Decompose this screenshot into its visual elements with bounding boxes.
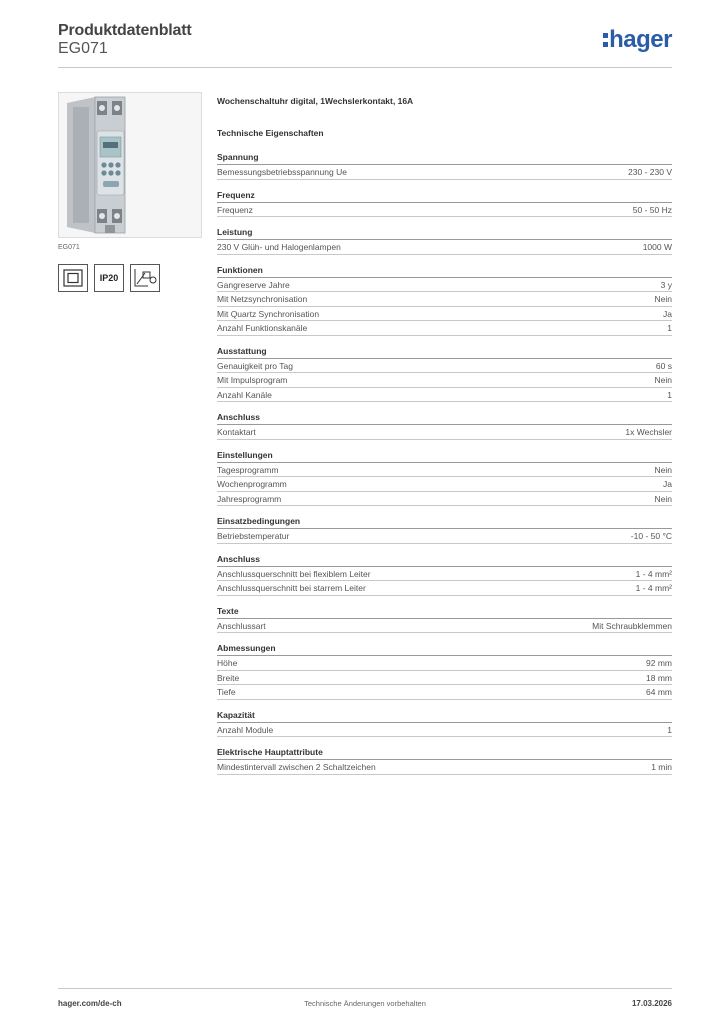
property-row [217, 567, 672, 582]
property-label: 230 V Glüh- und Halogenlampen [217, 242, 341, 252]
group-title: Ausstattung [217, 346, 672, 359]
property-value: Nein [654, 493, 672, 504]
property-value: 1 - 4 mm² [635, 568, 672, 579]
property-value: 1x Wechsler [625, 427, 672, 437]
property-row [217, 492, 672, 507]
property-label: Breite [217, 672, 240, 683]
hager-logo [603, 26, 672, 54]
property-label: Gangreserve Jahre [217, 279, 290, 290]
group-title: Frequenz [217, 190, 672, 203]
property-label: Anschlussquerschnitt bei flexiblem Leiter [217, 568, 371, 579]
image-caption: EG071 [58, 244, 80, 251]
property-row [217, 307, 672, 322]
property-group [217, 227, 672, 255]
property-value: 1000 W [642, 242, 672, 252]
property-label: Betriebstemperatur [217, 531, 290, 541]
property-row [217, 581, 672, 596]
property-label: Höhe [217, 658, 238, 668]
property-group [217, 346, 672, 403]
group-title: Einstellungen [217, 450, 672, 463]
property-label: Mit Quartz Synchronisation [217, 308, 320, 319]
property-row [217, 321, 672, 336]
property-row [217, 723, 672, 738]
property-value: Nein [654, 375, 672, 385]
property-label: Mit Netzsynchronisation [217, 294, 308, 304]
property-value: 3 y [660, 279, 672, 290]
property-label: Tiefe [217, 687, 236, 697]
logo-colon-icon [603, 32, 608, 48]
property-label: Tagesprogramm [217, 464, 279, 475]
property-value: 18 mm [646, 672, 672, 683]
time-switch-device-image [59, 93, 201, 237]
group-title: Leistung [217, 227, 672, 240]
property-group [217, 643, 672, 700]
property-row [217, 477, 672, 492]
property-row [217, 292, 672, 307]
property-value: Nein [654, 294, 672, 304]
rail-mount-icon [130, 264, 160, 292]
property-group [217, 450, 672, 507]
property-label: Frequenz [217, 204, 253, 215]
property-value: 1 - 4 mm² [635, 583, 672, 593]
property-group [217, 265, 672, 336]
footer-website: hager.com/de-ch [58, 999, 122, 1008]
property-row [217, 656, 672, 671]
property-groups [217, 152, 672, 775]
document-title: Produktdatenblatt [58, 22, 192, 39]
property-value: 60 s [655, 360, 672, 371]
property-group [217, 710, 672, 738]
property-group [217, 412, 672, 440]
property-row [217, 388, 672, 403]
property-row [217, 671, 672, 686]
property-value: 1 [667, 389, 672, 400]
property-group [217, 554, 672, 596]
product-image [58, 92, 202, 238]
property-row [217, 463, 672, 478]
property-value: 1 [667, 323, 672, 333]
property-row [217, 373, 672, 388]
ip20-icon [94, 264, 124, 292]
group-title: Anschluss [217, 554, 672, 567]
property-row [217, 619, 672, 634]
property-group [217, 190, 672, 218]
group-title: Anschluss [217, 412, 672, 425]
property-row [217, 165, 672, 180]
page-footer [58, 988, 672, 1012]
technical-properties [217, 96, 672, 775]
property-value: -10 - 50 °C [630, 531, 672, 541]
property-label: Bemessungsbetriebsspannung Ue [217, 167, 347, 177]
property-row [217, 685, 672, 700]
group-title: Abmessungen [217, 643, 672, 656]
property-value: 50 - 50 Hz [632, 204, 672, 215]
property-label: Jahresprogramm [217, 493, 282, 504]
footer-date: 17.03.2026 [631, 999, 672, 1008]
property-value: Mit Schraubklemmen [592, 620, 672, 631]
property-value: 92 mm [646, 658, 672, 668]
property-value: 64 mm [646, 687, 672, 697]
property-label: Kontaktart [217, 427, 256, 437]
property-row [217, 760, 672, 775]
group-title: Spannung [217, 152, 672, 165]
footer-disclaimer: Technische Änderungen vorbehalten [304, 999, 426, 1008]
property-row [217, 425, 672, 440]
property-row [217, 278, 672, 293]
property-row [217, 240, 672, 255]
group-title: Texte [217, 606, 672, 619]
property-label: Genauigkeit pro Tag [217, 360, 293, 371]
property-group [217, 606, 672, 634]
group-title: Elektrische Hauptattribute [217, 747, 672, 760]
group-title: Kapazität [217, 710, 672, 723]
property-label: Mit Impulsprogram [217, 375, 288, 385]
property-group [217, 747, 672, 775]
section-heading: Technische Eigenschaften [217, 128, 324, 138]
property-row [217, 529, 672, 544]
protection-class-ii-icon [58, 264, 88, 292]
ip-rating-label: IP20 [99, 273, 119, 283]
property-value: 1 min [651, 762, 672, 772]
property-label: Mindestintervall zwischen 2 Schaltzeichen [217, 762, 376, 772]
certification-icons [58, 264, 160, 292]
property-value: Ja [663, 479, 672, 489]
property-label: Anzahl Kanäle [217, 389, 272, 400]
page-header [58, 20, 672, 68]
property-value: 230 - 230 V [628, 167, 672, 177]
group-title: Funktionen [217, 265, 672, 278]
product-name: Wochenschaltuhr digital, 1Wechslerkontakt, 16A [217, 96, 414, 106]
property-value: Nein [654, 464, 672, 475]
property-row [217, 359, 672, 374]
product-code: EG071 [58, 40, 108, 57]
property-value: Ja [663, 308, 672, 319]
group-title: Einsatzbedingungen [217, 516, 672, 529]
property-label: Wochenprogramm [217, 479, 287, 489]
property-row [217, 203, 672, 218]
property-label: Anschlussart [217, 620, 266, 631]
property-group [217, 152, 672, 180]
property-label: Anzahl Module [217, 724, 274, 735]
logo-text: hager [609, 26, 672, 53]
property-value: 1 [667, 724, 672, 735]
property-label: Anzahl Funktionskanäle [217, 323, 308, 333]
property-label: Anschlussquerschnitt bei starrem Leiter [217, 583, 366, 593]
property-group [217, 516, 672, 544]
